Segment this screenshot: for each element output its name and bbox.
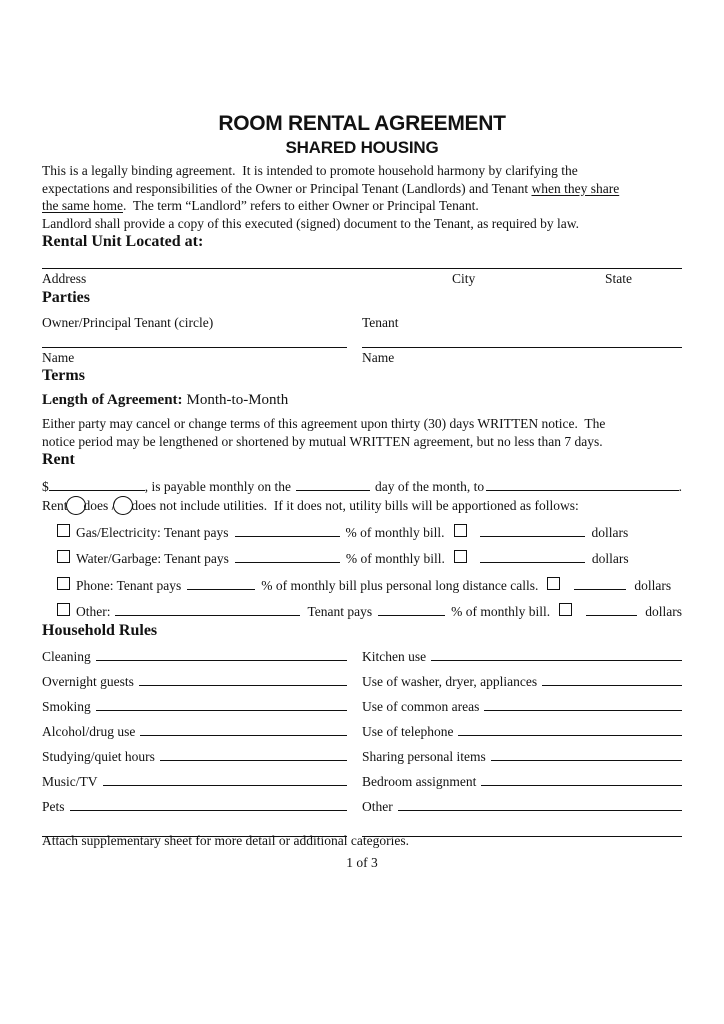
other-utility-field[interactable] bbox=[115, 604, 300, 616]
water-garbage-label: Water/Garbage: Tenant pays bbox=[76, 551, 229, 566]
rent-heading: Rent bbox=[42, 451, 75, 468]
gas-percent-field[interactable] bbox=[235, 525, 340, 537]
other-utility-label: Other: bbox=[76, 604, 111, 619]
common-areas-label: Use of common areas bbox=[362, 698, 480, 714]
pets-row bbox=[42, 798, 347, 823]
address-labels-row bbox=[42, 270, 682, 288]
quiet-hours-row bbox=[42, 748, 347, 773]
intro-line2: expectations and responsibilities of the Owner or Principal Tenant (Landlords) and Tenant bbox=[42, 180, 532, 196]
document-title: ROOM RENTAL AGREEMENT bbox=[218, 112, 506, 135]
terms-line1: Either party may cancel or change terms of this agreement upon thirty (30) days WRITTEN notice. The bbox=[42, 416, 606, 431]
water-garbage-checkbox[interactable] bbox=[57, 550, 70, 563]
gas-electricity-label: Gas/Electricity: Tenant pays bbox=[76, 524, 229, 540]
other-dollars-checkbox[interactable] bbox=[559, 603, 572, 616]
overnight-guests-label: Overnight guests bbox=[42, 673, 134, 689]
personal-items-label: Sharing personal items bbox=[362, 748, 486, 764]
music-tv-label: Music/TV bbox=[42, 773, 98, 789]
washer-dryer-row bbox=[362, 673, 682, 698]
cleaning-field[interactable] bbox=[96, 649, 347, 661]
length-of-agreement-label: Length of Agreement: bbox=[42, 392, 183, 408]
intro-line1: This is a legally binding agreement. It is intended to promote household harmony by clarifying the bbox=[42, 163, 578, 178]
gas-dollars-checkbox[interactable] bbox=[454, 524, 467, 537]
terms-heading: Terms bbox=[42, 367, 85, 384]
phone-dollars-field[interactable] bbox=[574, 578, 626, 590]
quiet-hours-label: Studying/quiet hours bbox=[42, 748, 155, 764]
parties-heading: Parties bbox=[42, 289, 90, 306]
personal-items-field[interactable] bbox=[491, 749, 682, 761]
smoking-label: Smoking bbox=[42, 698, 91, 714]
kitchen-use-label: Kitchen use bbox=[362, 648, 427, 664]
gas-electricity-checkbox[interactable] bbox=[57, 524, 70, 537]
water-garbage-row bbox=[42, 550, 682, 568]
other-tenant-pays-label: Tenant pays bbox=[307, 604, 373, 619]
telephone-label: Use of telephone bbox=[362, 723, 454, 739]
overnight-guests-row bbox=[42, 673, 347, 698]
water-mid-text: % of monthly bill. bbox=[345, 551, 445, 566]
phone-row bbox=[42, 577, 682, 595]
water-dollars-label: dollars bbox=[591, 551, 629, 566]
slash: / bbox=[108, 497, 116, 513]
overnight-guests-field[interactable] bbox=[139, 674, 347, 686]
rent-payee-field[interactable] bbox=[486, 479, 679, 491]
cleaning-row bbox=[42, 648, 347, 673]
alcohol-drug-row bbox=[42, 723, 347, 748]
rental-unit-heading: Rental Unit Located at: bbox=[42, 233, 204, 250]
supplementary-note: Attach supplementary sheet for more detail or additional categories. bbox=[42, 832, 409, 848]
bedroom-assignment-row bbox=[362, 773, 682, 798]
tenant-label: Tenant bbox=[362, 315, 399, 330]
cleaning-label: Cleaning bbox=[42, 648, 91, 664]
state-label: State bbox=[605, 271, 632, 286]
water-dollars-checkbox[interactable] bbox=[454, 550, 467, 563]
length-of-agreement-value: Month-to-Month bbox=[186, 392, 289, 408]
length-of-agreement-line bbox=[42, 391, 682, 410]
extra-blank-right-field[interactable] bbox=[362, 825, 682, 837]
extra-blank-right bbox=[362, 825, 682, 831]
other-rule-field[interactable] bbox=[398, 799, 682, 811]
rent-line1-mid2: day of the month, to bbox=[374, 479, 485, 494]
kitchen-use-field[interactable] bbox=[431, 649, 682, 661]
washer-dryer-field[interactable] bbox=[542, 674, 682, 686]
other-percent-field[interactable] bbox=[378, 604, 445, 616]
gas-electricity-row bbox=[42, 524, 682, 542]
owner-name-label: Name bbox=[42, 349, 75, 365]
common-areas-field[interactable] bbox=[484, 699, 682, 711]
smoking-row bbox=[42, 698, 347, 723]
city-label: City bbox=[452, 271, 476, 286]
other-utility-row bbox=[42, 603, 682, 621]
other-rule-row bbox=[362, 798, 682, 823]
washer-dryer-label: Use of washer, dryer, appliances bbox=[362, 673, 538, 689]
address-label: Address bbox=[42, 271, 87, 286]
gas-dollars-field[interactable] bbox=[480, 525, 585, 537]
other-dollars-label: dollars bbox=[645, 604, 682, 619]
bedroom-assignment-label: Bedroom assignment bbox=[362, 773, 477, 789]
owner-name-field[interactable] bbox=[42, 346, 347, 348]
tenant-name-cell bbox=[362, 332, 682, 367]
utilities-option-line bbox=[42, 496, 682, 515]
phone-checkbox[interactable] bbox=[57, 577, 70, 590]
rent-amount-line bbox=[42, 478, 682, 496]
rent-word: Rent bbox=[42, 497, 68, 513]
water-percent-field[interactable] bbox=[235, 551, 340, 563]
intro-line3-underlined: the same home bbox=[42, 198, 123, 213]
other-mid-text: % of monthly bill. bbox=[451, 604, 551, 619]
phone-mid-text: % of monthly bill plus personal long distance calls. bbox=[261, 577, 539, 593]
does-circle-option[interactable] bbox=[66, 496, 86, 515]
parties-signature-row bbox=[42, 332, 682, 367]
rent-line1-mid1: , is payable monthly on the bbox=[144, 479, 291, 494]
telephone-field[interactable] bbox=[458, 724, 682, 736]
other-rule-label: Other bbox=[362, 798, 393, 814]
gas-dollars-label: dollars bbox=[591, 524, 629, 540]
tenant-name-field[interactable] bbox=[362, 346, 682, 348]
phone-dollars-checkbox[interactable] bbox=[547, 577, 560, 590]
intro-line2-underlined: when they share bbox=[531, 180, 620, 196]
terms-paragraph bbox=[42, 415, 682, 450]
other-utility-checkbox[interactable] bbox=[57, 603, 70, 616]
tenant-name-label: Name bbox=[362, 349, 395, 365]
quiet-hours-field[interactable] bbox=[160, 749, 347, 761]
dollar-sign: $ bbox=[42, 479, 49, 494]
extra-blank-left bbox=[42, 825, 347, 831]
alcohol-drug-field[interactable] bbox=[140, 724, 347, 736]
does-word: does bbox=[83, 497, 109, 513]
phone-label: Phone: Tenant pays bbox=[76, 577, 182, 593]
document-subtitle: SHARED HOUSING bbox=[285, 138, 439, 157]
phone-dollars-label: dollars bbox=[634, 577, 672, 593]
pets-label: Pets bbox=[42, 798, 65, 814]
page-number: 1 of 3 bbox=[346, 855, 378, 870]
owner-principal-tenant-label[interactable]: Owner/Principal Tenant (circle) bbox=[42, 315, 214, 330]
bedroom-assignment-field[interactable] bbox=[481, 774, 682, 786]
address-field[interactable] bbox=[42, 268, 682, 269]
rent-line1-period: . bbox=[678, 479, 682, 494]
terms-line2: notice period may be lengthened or shortened by mutual WRITTEN agreement, but no less than 7 days. bbox=[42, 433, 603, 449]
other-dollars-field[interactable] bbox=[586, 604, 637, 616]
gas-mid-text: % of monthly bill. bbox=[345, 524, 445, 540]
water-dollars-field[interactable] bbox=[480, 551, 585, 563]
alcohol-drug-label: Alcohol/drug use bbox=[42, 723, 136, 739]
rent-amount-field[interactable] bbox=[49, 479, 145, 491]
kitchen-use-row bbox=[362, 648, 682, 673]
intro-line4: Landlord shall provide a copy of this executed (signed) document to the Tenant, as required by law. bbox=[42, 215, 580, 231]
phone-percent-field[interactable] bbox=[187, 578, 255, 590]
common-areas-row bbox=[362, 698, 682, 723]
owner-name-cell bbox=[42, 332, 347, 367]
pets-field[interactable] bbox=[70, 799, 347, 811]
rent-day-field[interactable] bbox=[296, 479, 370, 491]
telephone-row bbox=[362, 723, 682, 748]
household-rules-heading: Household Rules bbox=[42, 621, 158, 639]
intro-line3: . The term “Landlord” refers to either Owner or Principal Tenant. bbox=[122, 198, 479, 213]
personal-items-row bbox=[362, 748, 682, 773]
music-tv-field[interactable] bbox=[103, 774, 348, 786]
does-not-text: does not include utilities. If it does not, utility bills will be apportioned as follows: bbox=[131, 497, 579, 513]
parties-labels-row bbox=[42, 314, 682, 332]
intro-paragraph bbox=[42, 162, 682, 232]
household-rules-grid bbox=[42, 648, 682, 823]
smoking-field[interactable] bbox=[96, 699, 347, 711]
music-tv-row bbox=[42, 773, 347, 798]
extra-blank-line-row bbox=[42, 825, 682, 831]
